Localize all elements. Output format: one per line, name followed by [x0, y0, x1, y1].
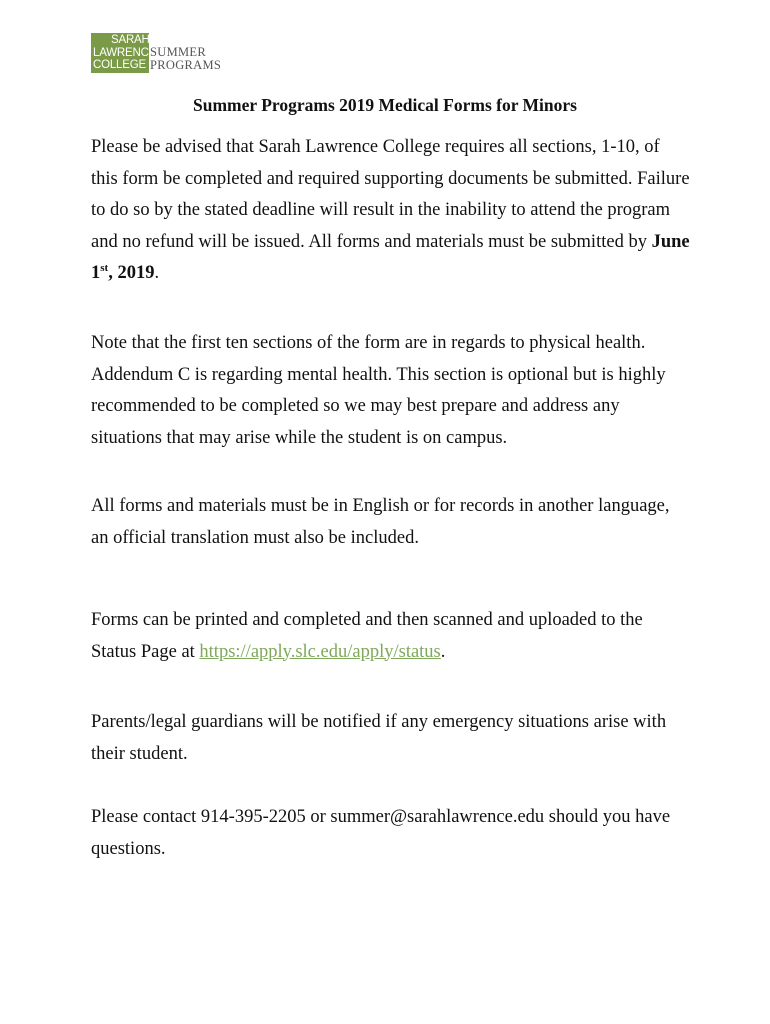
page-title: Summer Programs 2019 Medical Forms for Minors — [193, 95, 577, 115]
requirements-text: Please be advised that Sarah Lawrence College requires all sections, 1-10, of this form be completed and required supporting documents be submitted. Failure to do so by the stated deadline will result in the inability to attend the program and no refund will be issued. All forms and materials must be submitted by — [91, 137, 690, 252]
logo-green-block — [91, 33, 157, 73]
paragraph-contact: Please contact 914-395-2205 or summer@sarahlawrence.edu should you have questions. — [91, 807, 671, 859]
logo-line-programs: PROGRAMS — [150, 57, 222, 72]
paragraph-sections-note: Note that the first ten sections of the form are in regards to physical health. Addendum C is regarding mental health. This section is optional but is highly recommended to be completed so we may best prepare and address any situations that may arise while the student is on campus. — [91, 333, 666, 448]
sarah-lawrence-summer-programs-logo — [91, 33, 221, 73]
deadline-day: June 1 — [91, 231, 690, 283]
upload-end: . — [440, 641, 446, 662]
paragraph-language: All forms and materials must be in English or for records in another language, an official translation must also be included. — [91, 496, 670, 548]
status-page-link[interactable]: https://apply.slc.edu/apply/status — [199, 641, 441, 662]
upload-text: Forms can be printed and completed and then scanned and uploaded to the Status Page at — [91, 610, 643, 662]
logo-program-text — [149, 33, 221, 71]
logo-line-college: COLLEGE — [93, 59, 146, 71]
logo-line-summer: SUMMER — [150, 45, 206, 59]
paragraph-upload — [91, 605, 691, 668]
logo-line-lawrence: LAWRENCE — [93, 46, 157, 59]
deadline-year: , 2019 — [108, 263, 155, 283]
paragraph-requirements — [91, 132, 691, 290]
logo-line-sarah: SARAH — [111, 34, 150, 46]
paragraph-emergency: Parents/legal guardians will be notified if any emergency situations arise with their student. — [91, 712, 667, 764]
deadline-ordinal: st — [100, 261, 109, 274]
requirements-end: . — [154, 263, 160, 283]
